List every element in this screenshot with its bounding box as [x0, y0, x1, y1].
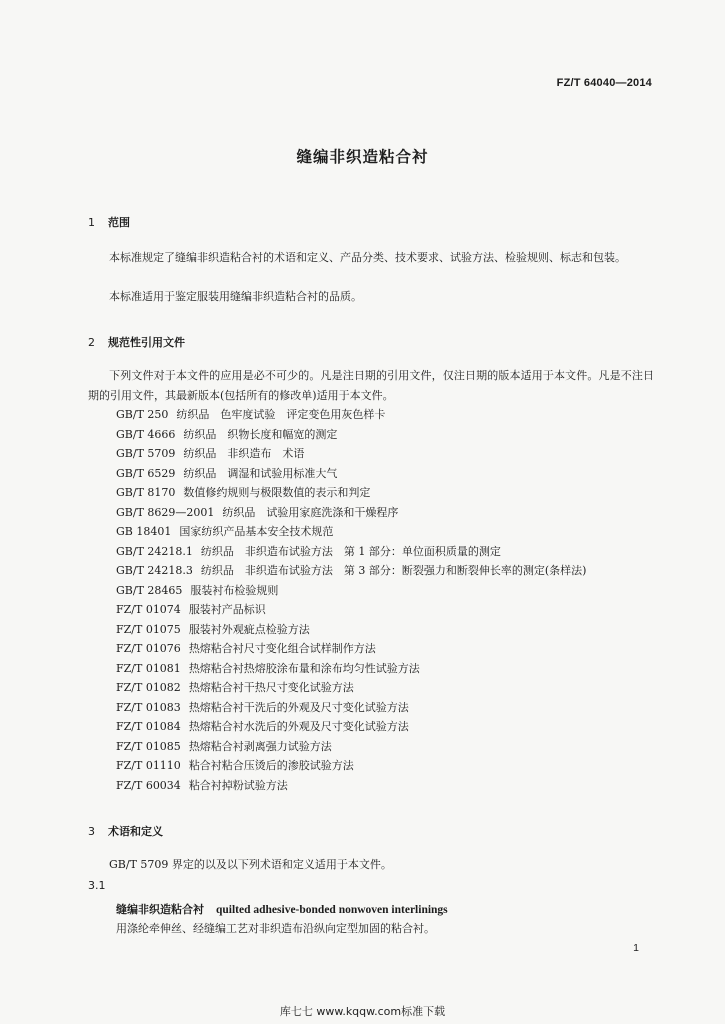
- standard-code: FZ/T 64040—2014: [556, 77, 652, 89]
- reference-title: 热熔粘合衬干洗后的外观及尺寸变化试验方法: [188, 700, 409, 714]
- reference-code: FZ/T 01074: [116, 603, 181, 616]
- reference-code: GB/T 8629—2001: [116, 505, 215, 519]
- term-english: quilted adhesive-bonded nonwoven interlinings: [216, 904, 448, 916]
- reference-item: [116, 620, 586, 640]
- reference-item: [116, 678, 586, 698]
- reference-item: [116, 581, 586, 601]
- reference-code: FZ/T 01085: [116, 739, 181, 753]
- reference-title: 热熔粘合衬尺寸变化组合试样制作方法: [188, 642, 376, 655]
- reference-title: 纺织品 非织造布 术语: [183, 447, 305, 460]
- reference-item: [116, 639, 586, 659]
- reference-item: [116, 503, 586, 523]
- reference-title: 热熔粘合衬干热尺寸变化试验方法: [188, 681, 354, 694]
- scope-paragraph-2: [88, 287, 654, 307]
- reference-item: [116, 464, 586, 484]
- paragraph-text: GB/T 5709 界定的以及以下列术语和定义适用于本文件。: [109, 858, 392, 871]
- reference-title: 纺织品 调湿和试验用标准大气: [183, 466, 338, 480]
- reference-code: FZ/T 01084: [116, 720, 181, 733]
- section-number: 1: [88, 216, 95, 229]
- reference-list: [116, 405, 586, 795]
- reference-title: 热熔粘合衬热熔胶涂布量和涂布均匀性试验方法: [188, 661, 420, 675]
- reference-title: 国家纺织产品基本安全技术规范: [179, 525, 334, 538]
- reference-item: [116, 405, 586, 425]
- section-heading-terms: [88, 823, 163, 839]
- reference-title: 服装衬外观疵点检验方法: [188, 622, 310, 636]
- section-title: 术语和定义: [108, 825, 163, 838]
- reference-code: GB/T 6529: [116, 466, 176, 480]
- reference-title: 粘合衬粘合压烫后的渗胶试验方法: [188, 759, 354, 772]
- document-title: 缝编非织造粘合衬: [296, 148, 429, 166]
- terms-intro: [88, 855, 654, 875]
- reference-title: 粘合衬掉粉试验方法: [188, 778, 288, 792]
- reference-item: [116, 717, 586, 737]
- reference-code: FZ/T 01083: [116, 700, 181, 714]
- section-title: 范围: [108, 216, 130, 229]
- reference-title: 服装衬产品标识: [188, 603, 266, 616]
- reference-code: FZ/T 01082: [116, 681, 181, 694]
- paragraph-text: 本标准规定了缝编非织造粘合衬的术语和定义、产品分类、技术要求、试验方法、检验规则、标志和包装。: [109, 251, 626, 264]
- reference-item: [116, 542, 586, 562]
- section-title: 规范性引用文件: [108, 336, 185, 349]
- term-entry: [116, 901, 448, 917]
- subsection-number: 3.1: [88, 879, 106, 892]
- reference-code: GB/T 8170: [116, 486, 176, 499]
- reference-code: FZ/T 01075: [116, 622, 181, 636]
- section-number: 2: [88, 336, 95, 349]
- reference-code: GB/T 250: [116, 408, 169, 421]
- reference-code: FZ/T 01076: [116, 642, 181, 655]
- reference-title: 纺织品 非织造布试验方法 第 1 部分：单位面积质量的测定: [200, 544, 501, 558]
- reference-title: 纺织品 织物长度和幅宽的测定: [183, 427, 338, 441]
- reference-item: [116, 522, 586, 542]
- section-heading-normative: [88, 334, 185, 350]
- reference-code: FZ/T 01110: [116, 759, 181, 772]
- reference-item: [116, 483, 586, 503]
- reference-title: 服装衬布检验规则: [190, 583, 279, 597]
- reference-code: GB 18401: [116, 525, 172, 538]
- reference-title: 热熔粘合衬水洗后的外观及尺寸变化试验方法: [188, 720, 409, 733]
- reference-item: [116, 444, 586, 464]
- normative-intro: [88, 366, 654, 405]
- paragraph-text: 本标准适用于鉴定服装用缝编非织造粘合衬的品质。: [109, 290, 362, 303]
- reference-item: [116, 659, 586, 679]
- term-definition: 用涤纶牵伸丝、经缝编工艺对非织造布沿纵向定型加固的粘合衬。: [116, 922, 435, 935]
- section-heading-scope: [88, 214, 130, 230]
- reference-title: 纺织品 非织造布试验方法 第 3 部分：断裂强力和断裂伸长率的测定(条样法): [200, 564, 587, 577]
- reference-item: [116, 698, 586, 718]
- footer-watermark: 库七七 www.kqqw.com标准下载: [279, 1005, 446, 1018]
- reference-title: 热熔粘合衬剥离强力试验方法: [188, 739, 332, 753]
- reference-item: [116, 425, 586, 445]
- reference-code: GB/T 24218.3: [116, 564, 193, 577]
- reference-item: [116, 600, 586, 620]
- reference-title: 数值修约规则与极限数值的表示和判定: [183, 486, 371, 499]
- reference-code: GB/T 28465: [116, 583, 183, 597]
- reference-item: [116, 756, 586, 776]
- reference-title: 纺织品 色牢度试验 评定变色用灰色样卡: [176, 408, 386, 421]
- reference-item: [116, 737, 586, 757]
- reference-code: FZ/T 01081: [116, 661, 181, 675]
- paragraph-text: 下列文件对于本文件的应用是必不可少的。凡是注日期的引用文件，仅注日期的版本适用于本文件。凡是不注日期的引用文件，其最新版本(包括所有的修改单)适用于本文件。: [88, 369, 654, 402]
- term-chinese: 缝编非织造粘合衬: [116, 903, 204, 916]
- reference-code: GB/T 4666: [116, 427, 176, 441]
- reference-code: GB/T 5709: [116, 447, 176, 460]
- reference-code: GB/T 24218.1: [116, 544, 193, 558]
- reference-item: [116, 776, 586, 796]
- section-number: 3: [88, 825, 95, 838]
- scope-paragraph-1: [88, 248, 654, 268]
- reference-item: [116, 561, 586, 581]
- reference-title: 纺织品 试验用家庭洗涤和干燥程序: [222, 505, 399, 519]
- page-number: 1: [633, 942, 639, 954]
- reference-code: FZ/T 60034: [116, 778, 181, 792]
